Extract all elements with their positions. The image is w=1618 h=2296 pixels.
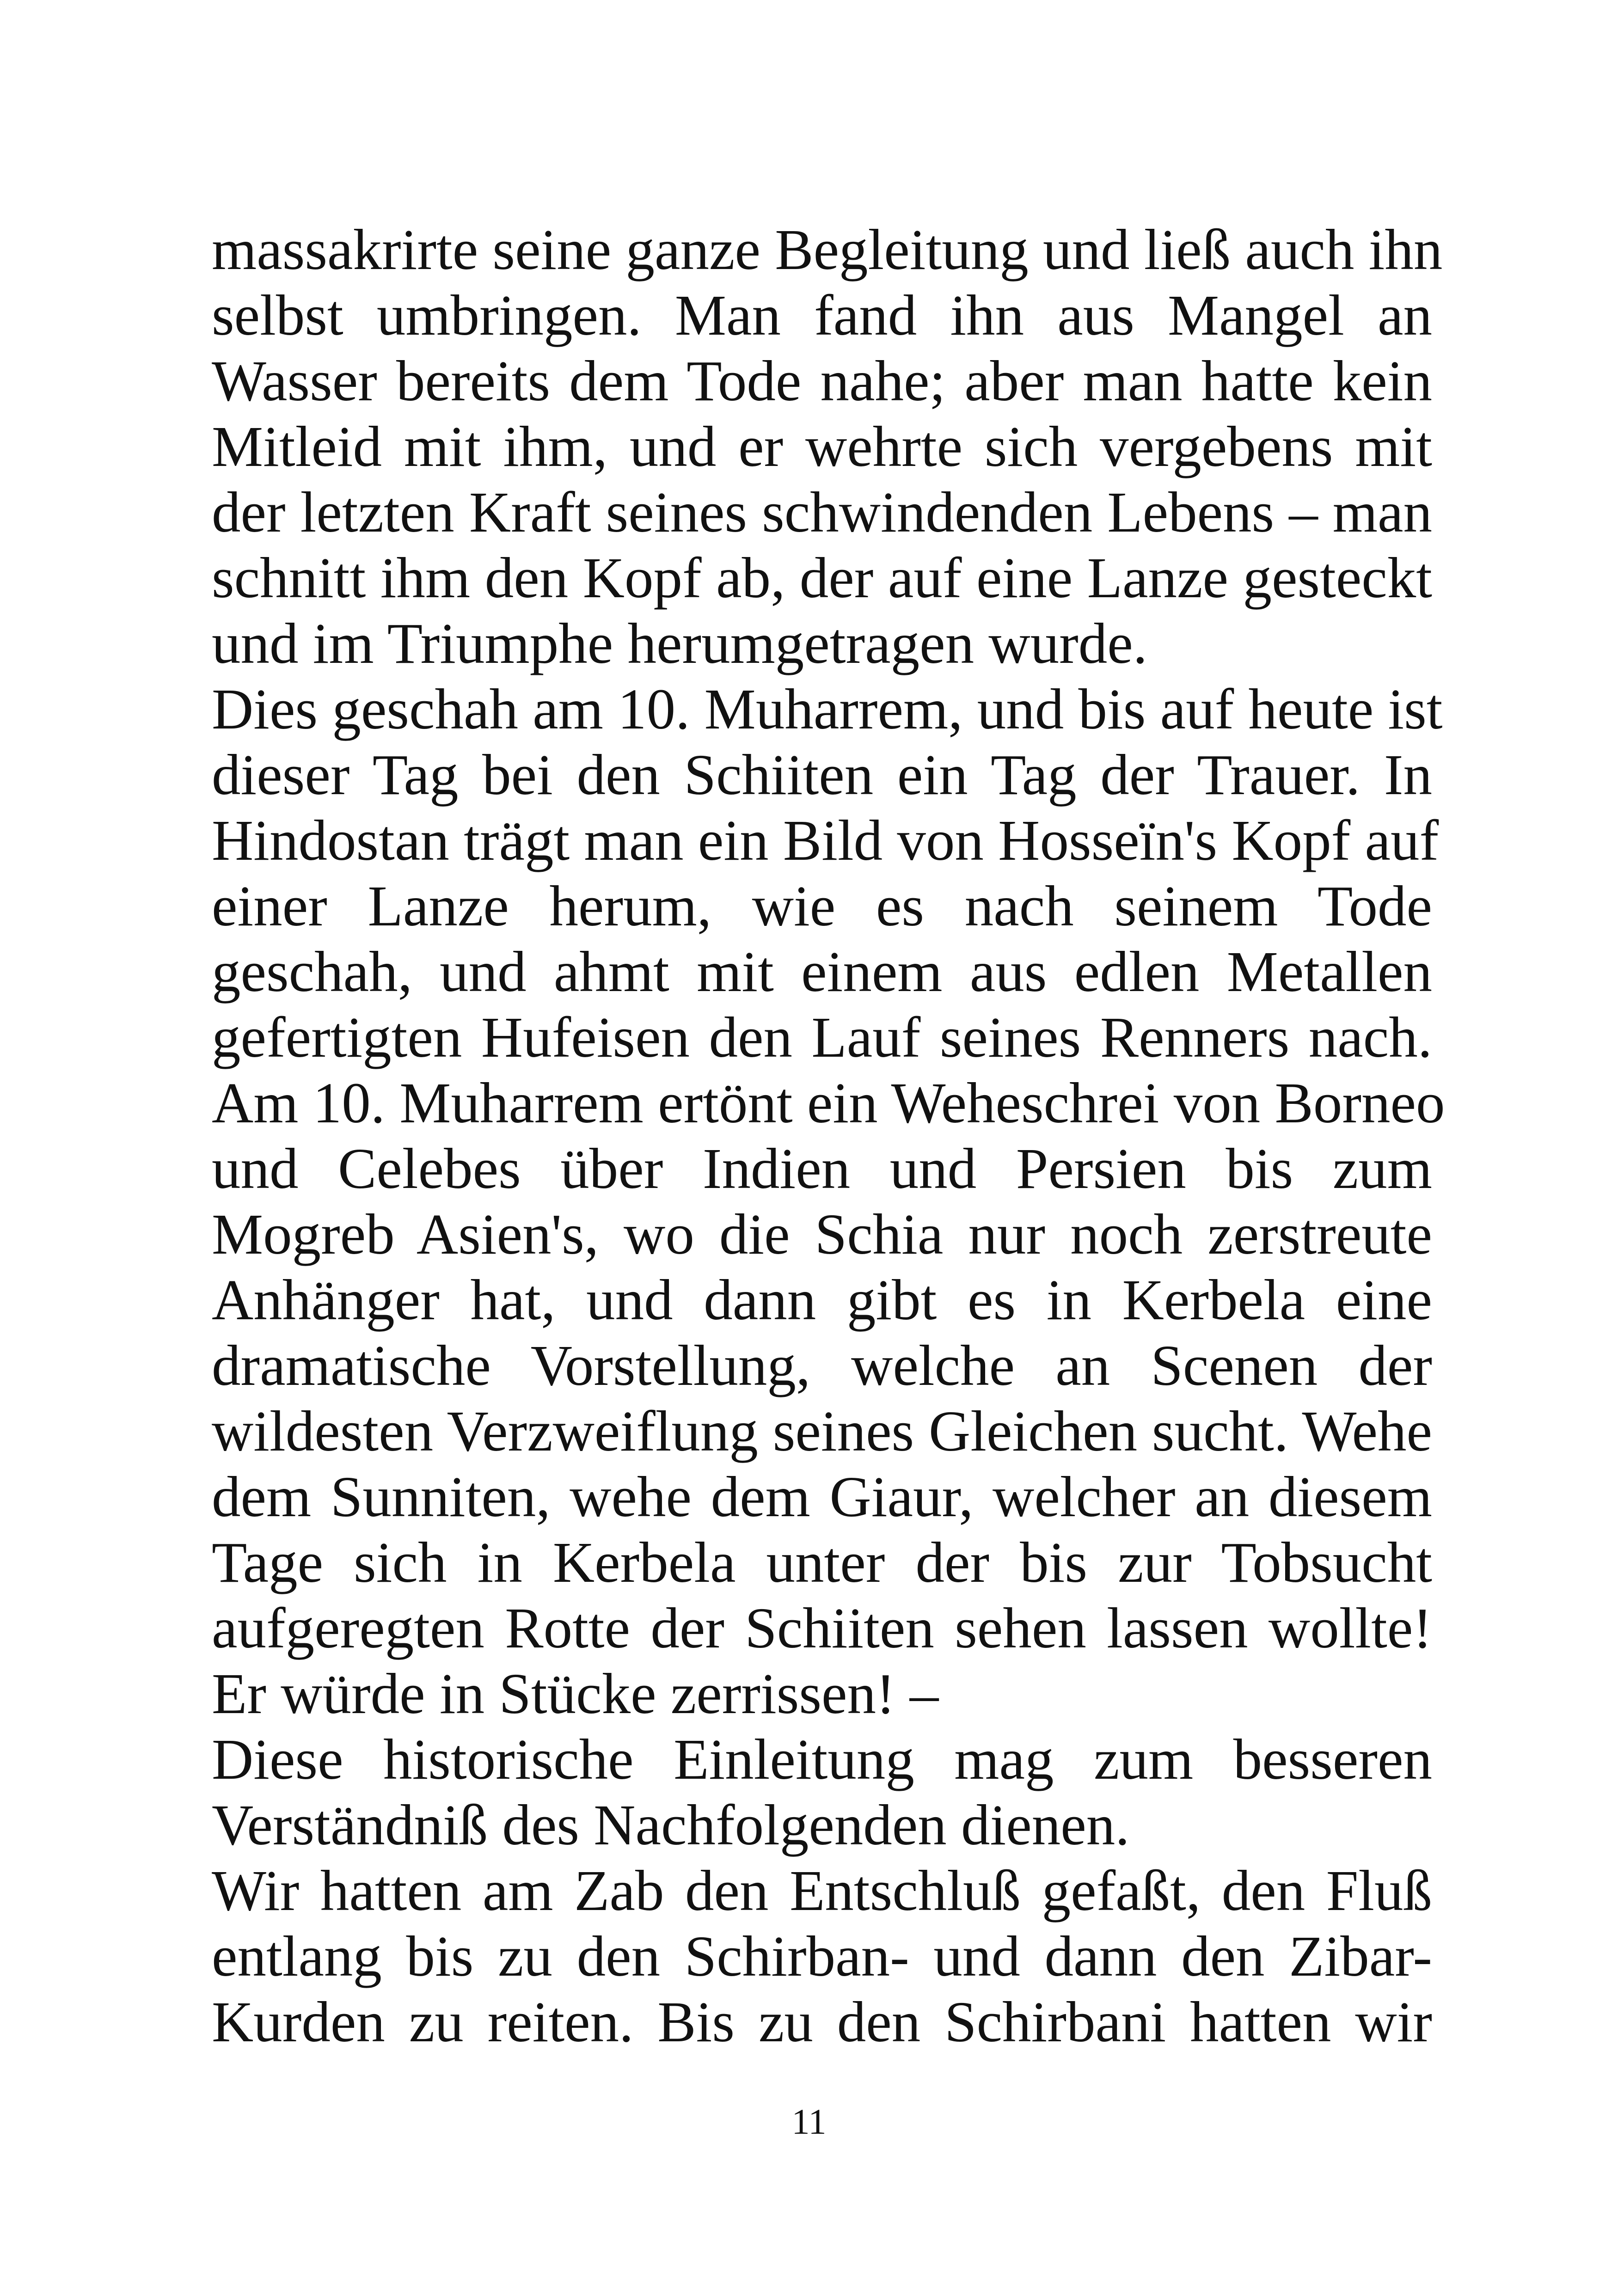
text-line: dieser Tag bei den Schiiten ein Tag der Trauer. In	[212, 743, 1432, 807]
text-line: Er würde in Stücke zerrissen! –	[212, 1662, 939, 1726]
body-text	[212, 217, 1445, 2055]
text-line: der letzten Kraft seines schwindenden Lebens – man	[212, 481, 1432, 545]
text-line: und Celebes über Indien und Persien bis zum	[212, 1137, 1432, 1201]
text-line: Dies geschah am 10. Muharrem, und bis auf heute ist	[212, 678, 1443, 741]
text-line: Wir hatten am Zab den Entschluß gefaßt, den Fluß	[212, 1859, 1432, 1923]
text-line: gefertigten Hufeisen den Lauf seines Renners nach.	[212, 1006, 1432, 1070]
text-line: Anhänger hat, und dann gibt es in Kerbela eine	[212, 1268, 1432, 1332]
text-line: Am 10. Muharrem ertönt ein Weheschrei von Borneo	[212, 1071, 1445, 1135]
text-line: entlang bis zu den Schirban- und dann den Zibar-	[212, 1925, 1432, 1989]
text-line: einer Lanze herum, wie es nach seinem Tode	[212, 875, 1432, 938]
text-line: massakrirte seine ganze Begleitung und ließ auch ihn	[212, 218, 1443, 282]
text-line: Tage sich in Kerbela unter der bis zur Tobsucht	[212, 1531, 1432, 1595]
text-line: und im Triumphe herumgetragen wurde.	[212, 612, 1147, 676]
text-line: dem Sunniten, wehe dem Giaur, welcher an diesem	[212, 1465, 1432, 1529]
text-line: Mogreb Asien's, wo die Schia nur noch zerstreute	[212, 1203, 1432, 1267]
text-line: Wasser bereits dem Tode nahe; aber man hatte kein	[212, 349, 1432, 413]
text-line: wildesten Verzweiflung seines Gleichen sucht. Wehe	[212, 1400, 1432, 1463]
text-line: Kurden zu reiten. Bis zu den Schirbani hatten wir	[212, 1990, 1432, 2054]
text-line: Mitleid mit ihm, und er wehrte sich vergebens mit	[212, 415, 1432, 479]
text-line: Verständniß des Nachfolgenden dienen.	[212, 1794, 1130, 1857]
text-line: Hindostan trägt man ein Bild von Hosseïn's Kopf auf	[212, 809, 1439, 873]
text-line: dramatische Vorstellung, welche an Scenen der	[212, 1334, 1432, 1398]
text-line: selbst umbringen. Man fand ihn aus Mangel an	[212, 284, 1432, 348]
text-line: schnitt ihm den Kopf ab, der auf eine Lanze gesteckt	[212, 546, 1432, 610]
text-line: aufgeregten Rotte der Schiiten sehen lassen wollte!	[212, 1597, 1432, 1660]
text-line: geschah, und ahmt mit einem aus edlen Metallen	[212, 940, 1432, 1004]
page-number: 11	[791, 2101, 827, 2142]
text-line: Diese historische Einleitung mag zum besseren	[212, 1728, 1432, 1792]
